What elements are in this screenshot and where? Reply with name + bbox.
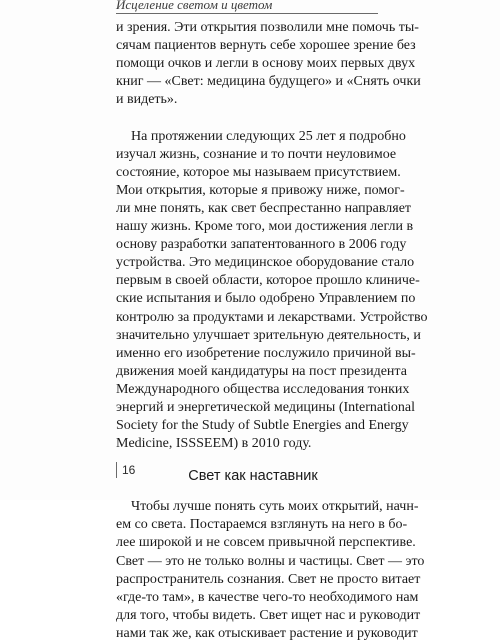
text-line: Свет — это не только волны и частицы. Свет — это <box>116 553 425 569</box>
text-line: распространитель сознания. Свет не просто витает <box>116 571 421 587</box>
text-line: энергий и энергетической медицины (International <box>116 399 416 415</box>
text-line: изучал жизнь, сознание и то почти неуловимое <box>116 146 397 162</box>
text-line: помощи очков и легли в основу моих первых двух <box>116 56 416 72</box>
text-line: нашу жизнь. Кроме того, мои достижения легли в <box>116 219 414 235</box>
text-line: ские испытания и было одобрено Управлением по <box>116 291 416 307</box>
paragraph-1 <box>116 19 421 109</box>
body-text <box>116 19 428 643</box>
text-line: состояние, которое мы называем присутствием. <box>116 164 401 180</box>
running-head: Исцеление светом и цветом <box>116 0 273 12</box>
text-line: значительно улучшает зрительную деятельность, и <box>116 327 421 343</box>
text-line: Международного общества исследования тонких <box>116 381 410 397</box>
text-line: «где-то там», в качестве чего-то необходимого нам <box>116 589 419 605</box>
text-line: лее широкой и не совсем привычной перспективе. <box>116 535 416 551</box>
text-line: Society for the Study of Subtle Energies and Energy <box>116 418 409 434</box>
text-line: основу разработки запатентованного в 2006 году <box>116 237 407 253</box>
paragraph-2 <box>116 128 428 454</box>
text-line: Чтобы лучше понять суть моих открытий, начн- <box>131 499 419 515</box>
text-line: Medicine, ISSSEEM) в 2010 году. <box>116 436 312 452</box>
text-line: именно его изобретение послужило причиной вы- <box>116 345 416 361</box>
header-rule <box>116 13 378 14</box>
text-line: и видеть». <box>116 92 178 108</box>
text-line: и зрения. Эти открытия позволили мне помочь ты- <box>116 20 419 35</box>
text-line: контролю за продуктами и лекарствами. Устройство <box>116 309 428 325</box>
page-number: 16 <box>122 463 136 477</box>
text-line: На протяжении следующих 25 лет я подробно <box>131 128 406 144</box>
text-line: Мои открытия, которые я привожу ниже, помог- <box>116 182 405 198</box>
text-line: сячам пациентов вернуть себе хорошее зрение без <box>116 38 416 54</box>
text-line: нами так же, как отыскивает растение и руководит <box>116 625 418 641</box>
paragraph-gap <box>116 109 390 127</box>
text-line: ем со света. Постараемся взглянуть на него в бо- <box>116 517 408 533</box>
paragraph-3 <box>116 498 425 643</box>
text-line: книг — «Свет: медицина будущего» и «Снять очки <box>116 74 421 90</box>
section-title: Свет как наставник <box>188 468 318 485</box>
text-line: для того, чтобы видеть. Свет ищет нас и руководит <box>116 607 421 623</box>
text-line: первым в своей области, которое прошло клиниче- <box>116 273 420 289</box>
folio-rule <box>116 462 117 478</box>
text-line: устройства. Это медицинское оборудование стало <box>116 255 415 271</box>
text-line: движения моей кандидатуры на пост президента <box>116 363 407 379</box>
text-line: ли мне понять, как свет беспрестанно направляет <box>116 200 412 216</box>
